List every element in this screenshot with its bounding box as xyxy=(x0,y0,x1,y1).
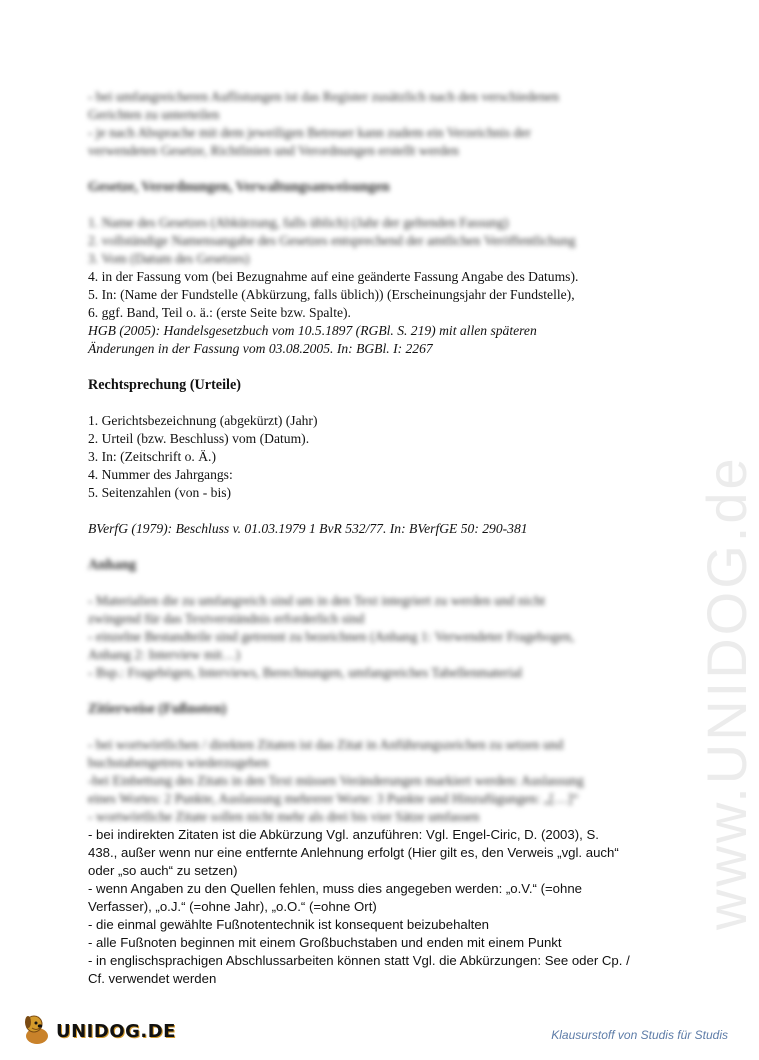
section-heading: Anhang xyxy=(88,557,137,573)
text-line: - Bsp.: Fragebögen, Interviews, Berechnungen, umfangreiches Tabellenmaterial xyxy=(88,665,523,680)
list-item: 4. in der Fassung vom (bei Bezugnahme auf eine geänderte Fassung Angabe des Datums). xyxy=(88,269,579,284)
text-line: -bei Einbettung des Zitats in den Text müssen Veränderungen markiert werden: Auslassung xyxy=(88,773,584,788)
document-page xyxy=(88,88,664,988)
logo-text: UNIDOG.DE xyxy=(56,1021,176,1042)
text-line: eines Wortes: 2 Punkte, Auslassung mehrerer Worte: 3 Punkte und Hinzufügungen: „[…]“ xyxy=(88,791,579,806)
text-line: - Materialien die zu umfangreich sind um in den Text integriert zu werden und nicht xyxy=(88,593,546,608)
text-line: - wenn Angaben zu den Quellen fehlen, muss dies angegeben werden: „o.V.“ (=ohne xyxy=(88,881,583,896)
text-line: - einzelne Bestandteile sind getrennt zu bezeichnen (Anhang 1: Verwendeter Fragebogen, xyxy=(88,629,575,644)
zitierweise-section xyxy=(88,826,664,988)
list-item: 1. Gerichtsbezeichnung (abgekürzt) (Jahr) xyxy=(88,413,318,428)
blurred-intro xyxy=(88,88,664,268)
section-heading: Gesetze, Verordnungen, Verwaltungsanweisungen xyxy=(88,179,390,195)
example-citation: Änderungen in der Fassung vom 03.08.2005. In: BGBl. I: 2267 xyxy=(88,341,433,356)
text-line: zwingend für das Textverständnis erforderlich sind xyxy=(88,611,365,626)
text-line: Cf. verwendet werden xyxy=(88,971,217,986)
text-line: - je nach Absprache mit dem jeweiligen Betreuer kann zudem ein Verzeichnis der xyxy=(88,125,531,140)
text-line: - in englischsprachigen Abschlussarbeiten können statt Vgl. die Abkürzungen: See oder Cp. / xyxy=(88,953,630,968)
text-line: - bei indirekten Zitaten ist die Abkürzung Vgl. anzuführen: Vgl. Engel-Ciric, D. (2003), S. xyxy=(88,827,599,842)
text-line: - bei wortwörtlichen / direkten Zitaten ist das Zitat in Anführungszeichen zu setzen und xyxy=(88,737,564,752)
example-citation: BVerfG (1979): Beschluss v. 01.03.1979 1 BvR 532/77. In: BVerfGE 50: 290-381 xyxy=(88,521,528,536)
footer-tagline: Klausurstoff von Studis für Studis xyxy=(551,1028,728,1042)
list-item: 5. In: (Name der Fundstelle (Abkürzung, falls üblich)) (Erscheinungsjahr der Fundstelle), xyxy=(88,287,575,302)
list-item: 2. vollständige Namensangabe des Gesetzes entsprechend der amtlichen Veröffentlichung xyxy=(88,233,576,248)
text-line: - bei umfangreicheren Auflistungen ist das Register zusätzlich nach den verschiedenen xyxy=(88,89,560,104)
gesetze-section xyxy=(88,268,664,358)
list-item: 2. Urteil (bzw. Beschluss) vom (Datum). xyxy=(88,431,310,446)
unidog-logo[interactable] xyxy=(20,1012,176,1051)
text-line: Anhang 2: Interview mit…) xyxy=(88,647,241,662)
list-item: 4. Nummer des Jahrgangs: xyxy=(88,467,233,482)
list-item: 3. Vom (Datum des Gesetzes) xyxy=(88,251,250,266)
dog-mascot-icon xyxy=(20,1012,54,1051)
list-item: 5. Seitenzahlen (von - bis) xyxy=(88,485,232,500)
section-heading: Rechtsprechung (Urteile) xyxy=(88,377,242,393)
section-heading: Zitierweise (Fußnoten) xyxy=(88,701,227,717)
text-line: - alle Fußnoten beginnen mit einem Großbuchstaben und enden mit einem Punkt xyxy=(88,935,562,950)
list-item: 1. Name des Gesetzes (Abkürzung, falls üblich) (Jahr der geltenden Fassung) xyxy=(88,215,509,230)
rechtsprechung-section xyxy=(88,376,664,538)
watermark: www.UNIDOG.de xyxy=(695,455,758,930)
text-line: - die einmal gewählte Fußnotentechnik ist konsequent beizubehalten xyxy=(88,917,490,932)
example-citation: HGB (2005): Handelsgesetzbuch vom 10.5.1897 (RGBl. S. 219) mit allen späteren xyxy=(88,323,537,338)
text-line: - wortwörtliche Zitate sollen nicht mehr als drei bis vier Sätze umfassen xyxy=(88,809,480,824)
list-item: 6. ggf. Band, Teil o. ä.: (erste Seite bzw. Spalte). xyxy=(88,305,351,320)
text-line: buchstabengetreu wiederzugeben xyxy=(88,755,269,770)
list-item: 3. In: (Zeitschrift o. Ä.) xyxy=(88,449,216,464)
text-line: Verfasser), „o.J.“ (=ohne Jahr), „o.O.“ (=ohne Ort) xyxy=(88,899,377,914)
blurred-anhang xyxy=(88,556,664,826)
text-line: oder „so auch“ zu setzen) xyxy=(88,863,238,878)
text-line: 438., außer wenn nur eine entfernte Anlehnung erfolgt (Hier gilt es, den Verweis „vgl. auch“ xyxy=(88,845,619,860)
text-line: Gerichten zu unterteilen xyxy=(88,107,220,122)
text-line: verwendeten Gesetze, Richtlinien und Verordnungen erstellt werden xyxy=(88,143,459,158)
